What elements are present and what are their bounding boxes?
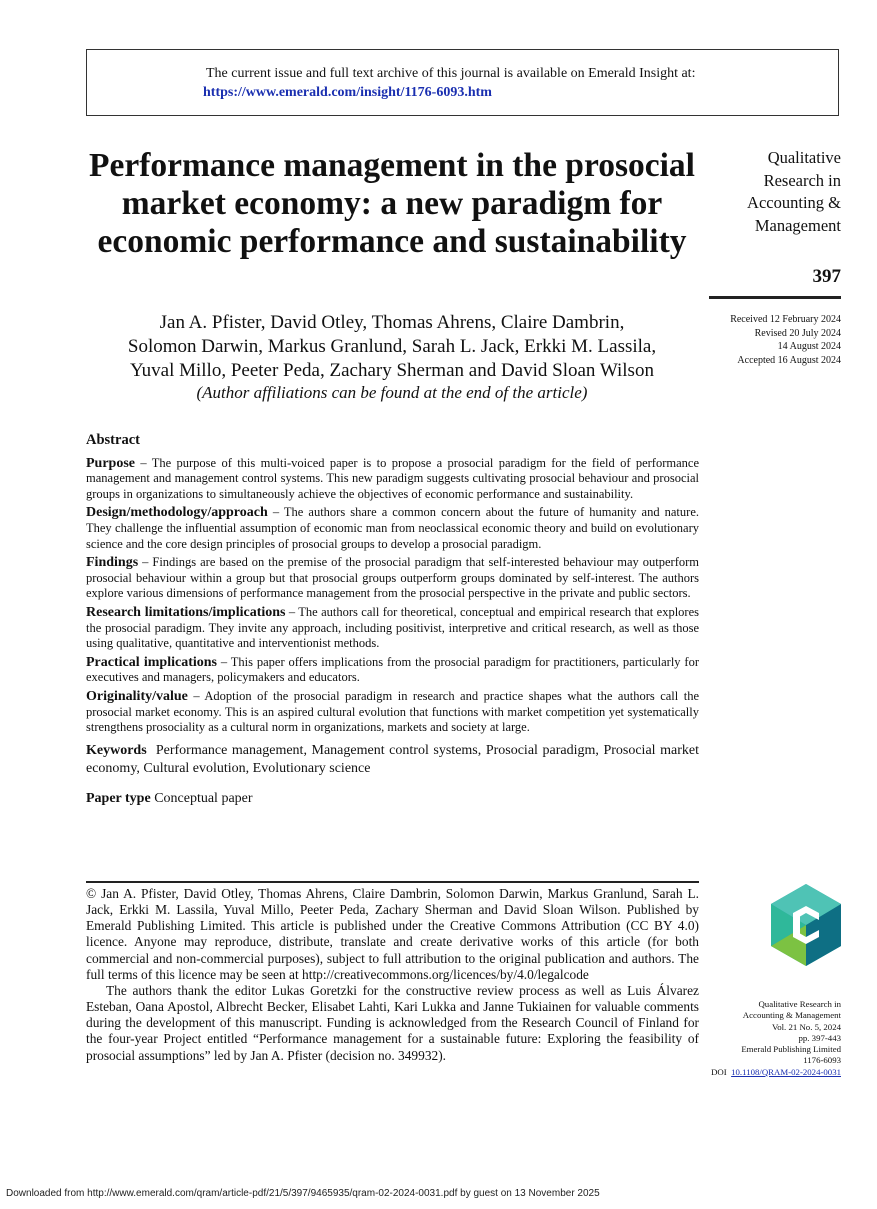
paper-type: [86, 791, 699, 807]
download-footer: Downloaded from http://www.emerald.com/qram/article-pdf/21/5/397/9465935/qram-02-2024-0031.pdf by guest on 13 November 2025: [6, 1188, 600, 1199]
journal-name-line: Management: [754, 215, 841, 235]
abstract-section-originality: [86, 689, 699, 736]
citation-doi-row: [700, 1067, 841, 1078]
section-label: Originality/value: [86, 688, 188, 704]
page-number: 397: [812, 266, 841, 287]
side-divider: [709, 296, 841, 299]
author-list: [80, 311, 704, 383]
citation-journal: Accounting & Management: [742, 1010, 841, 1021]
citation-block: [700, 999, 841, 1078]
open-access-logo-icon: [771, 884, 841, 966]
section-divider: [86, 881, 699, 883]
paper-type-label: Paper type: [86, 790, 151, 806]
citation-volume: Vol. 21 No. 5, 2024: [772, 1021, 841, 1032]
section-label: Purpose: [86, 455, 135, 471]
revised-date: Revised 20 July 2024: [754, 327, 841, 339]
section-label: Findings: [86, 555, 139, 571]
article-title: Performance management in the prosocial market economy: a new paradigm for economic performance and sustainability: [89, 147, 695, 260]
accepted-date: Accepted 16 August 2024: [737, 354, 841, 366]
abstract-section-design: [86, 505, 699, 552]
keywords-label: Keywords: [86, 742, 147, 758]
section-text: – Adoption of the prosocial paradigm in research and practice shapes what the authors call the prosocial market economy. This is an aspired cultural evolution that functions with market competition yet systematically strengthens prosociality as a cultural norm in organizations, markets and society at large.: [86, 688, 699, 735]
paper-type-value: Conceptual paper: [154, 790, 253, 806]
acknowledgement: The authors thank the editor Lukas Goretzki for the constructive review process as well as Luis Álvarez Esteban, Oana Apostol, Albrecht Becker, Elisabet Lahti, Kari Lukka and Janne Tukiainen for valuable comments during the development of this manuscript. Funding is acknowledged from the Research Council of Finland for the four-year Project entitled “Performance management for a sustainable future: Exploring the feasibility of prosocial assumptions” led by Jan A. Pfister (decision no. 349932).: [86, 982, 699, 1063]
copyright-block: [86, 886, 699, 1064]
revised-date-2: 14 August 2024: [777, 341, 841, 352]
section-label: Research limitations/implications: [86, 604, 286, 620]
abstract-heading: Abstract: [86, 432, 140, 448]
section-text: – This paper offers implications from the prosocial paradigm for practitioners, particularly for executives and managers, policymakers and educators.: [86, 654, 699, 685]
journal-name-line: Research in: [763, 170, 841, 190]
section-label: Design/methodology/approach: [86, 505, 268, 521]
abstract: [86, 433, 699, 809]
journal-name-line: Accounting &: [747, 193, 841, 212]
journal-name-line: Qualitative: [767, 148, 841, 167]
section-text: – The authors call for theoretical, conceptual and empirical research that explores the prosocial paradigm. They invite any approach, including positivist, interpretive and critical research, as well as those using qualitative, quantitative and interventionist methods.: [86, 604, 699, 651]
section-text: – The purpose of this multi-voiced paper is to propose a prosocial paradigm for the field of performance management and management control systems. This new paradigm suggests cultivating prosocial behaviour and prosocial groups in organizations to simultaneously achieve the objectives of economic performance and sustainability.: [86, 455, 699, 501]
notice-text: The current issue and full text archive of this journal is available on Emerald Insight at:: [206, 66, 696, 81]
citation-journal: Qualitative Research in: [758, 999, 841, 1009]
citation-pages: pp. 397-443: [798, 1032, 841, 1043]
keywords-text: Performance management, Management control systems, Prosocial paradigm, Prosocial market economy, Cultural evolution, Evolutionary science: [86, 742, 699, 776]
keywords: [86, 742, 699, 778]
affiliations-note: (Author affiliations can be found at the end of the article): [196, 383, 588, 402]
journal-notice-box: [86, 49, 839, 116]
section-text: – Findings are based on the premise of the prosocial paradigm that self-interested behaviour may outperform prosocial behaviour within a group but that prosocial groups outperform groups dominated by self-interest. The authors explore various dimensions of performance management from the prosocial perspective in the private and public sectors.: [86, 555, 699, 601]
doi-label: DOI: [711, 1066, 727, 1077]
author-line: Solomon Darwin, Markus Granlund, Sarah L. Jack, Erkki M. Lassila,: [127, 336, 657, 357]
section-text: – The authors share a common concern about the future of humanity and nature. They challenge the influential assumption of economic man from neoclassical economic theory and build on evolutionary science and the core design principles of prosocial groups to develop a prosocial paradigm.: [86, 505, 699, 551]
doi-link[interactable]: 10.1108/QRAM-02-2024-0031: [731, 1066, 841, 1077]
abstract-section-research-limitations: [86, 605, 699, 652]
received-date: Received 12 February 2024: [730, 314, 841, 325]
journal-name: [700, 147, 841, 237]
section-label: Practical implications: [86, 654, 217, 670]
copyright-notice: © Jan A. Pfister, David Otley, Thomas Ahrens, Claire Dambrin, Solomon Darwin, Markus Granlund, Sarah L. Jack, Erkki M. Lassila, Yuval Millo, Peeter Peda, Zachary Sherman and David Sloan Wilson. Published by Emerald Publishing Limited. This article is published under the Creative Commons Attribution (CC BY 4.0) licence. Anyone may reproduce, distribute, translate and create derivative works of this article (for both commercial and non-commercial purposes), subject to full attribution to the original publication and authors. The full terms of this licence may be seen at http://creativecommons.org/licences/by/4.0/legalcode: [86, 886, 699, 982]
citation-publisher: Emerald Publishing Limited: [741, 1044, 841, 1055]
abstract-section-practical: [86, 655, 699, 686]
author-line: Yuval Millo, Peeter Peda, Zachary Sherman and David Sloan Wilson: [130, 360, 654, 381]
article-dates: [700, 313, 841, 367]
abstract-section-purpose: [86, 456, 699, 503]
author-line: Jan A. Pfister, David Otley, Thomas Ahrens, Claire Dambrin,: [159, 312, 625, 333]
abstract-section-findings: [86, 555, 699, 602]
journal-link[interactable]: https://www.emerald.com/insight/1176-6093.htm: [203, 85, 492, 100]
citation-issn: 1176-6093: [803, 1055, 841, 1066]
